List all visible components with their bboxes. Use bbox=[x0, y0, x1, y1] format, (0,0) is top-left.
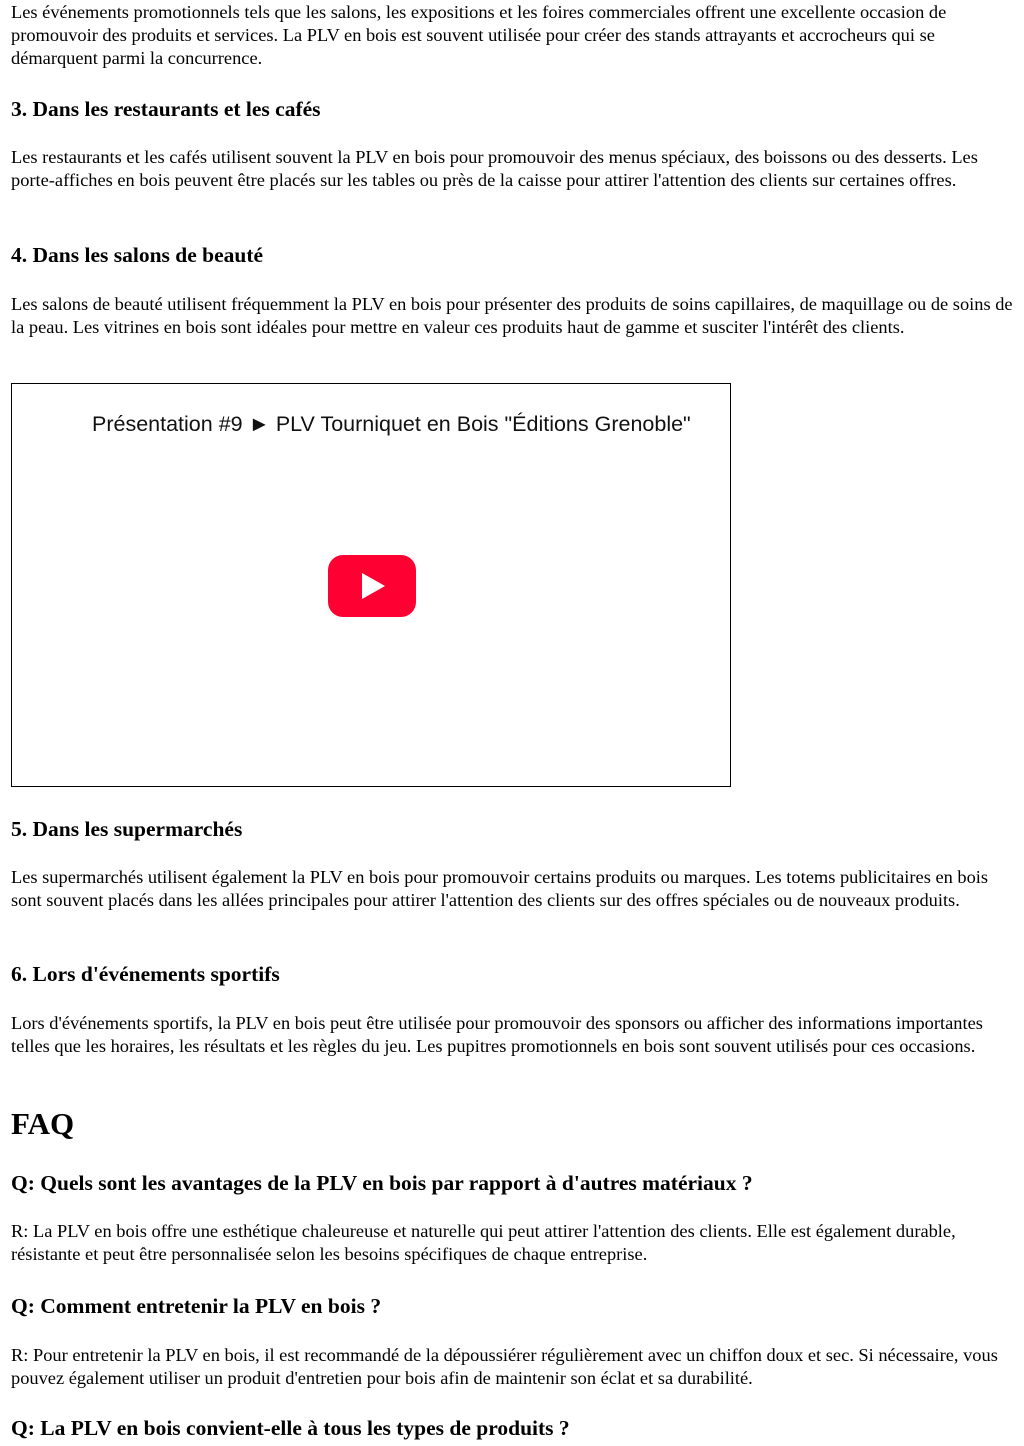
section-heading-sports-events: 6. Lors d'événements sportifs bbox=[11, 962, 280, 986]
faq-answer: R: Pour entretenir la PLV en bois, il est recommandé de la dépoussiérer régulièrement avec un chiffon doux et sec. Si nécessaire, vous pouvez également utiliser un produit d'entretien pour bois afin de maintenir son éclat et sa durabilité. bbox=[11, 1345, 998, 1389]
section-text-supermarkets: Les supermarchés utilisent également la PLV en bois pour promouvoir certains produits ou marques. Les totems publicitaires en bois sont souvent placés dans les allées principales pour attirer l'attention des clients sur des offres spéciales ou de nouveaux produits. bbox=[11, 867, 989, 911]
section-text-beauty-salons: Les salons de beauté utilisent fréquemment la PLV en bois pour présenter des produits de soins capillaires, de maquillage ou de soins de la peau. Les vitrines en bois sont idéales pour mettre en valeur ces produits haut de gamme et susciter l'intérêt des clients. bbox=[11, 294, 1013, 338]
video-title[interactable]: Présentation #9 ► PLV Tourniquet en Bois "Éditions Grenoble" bbox=[92, 412, 691, 436]
faq-question: Q: Comment entretenir la PLV en bois ? bbox=[11, 1294, 382, 1318]
intro-paragraph: Les événements promotionnels tels que les salons, les expositions et les foires commerciales offrent une excellente occasion de promouvoir des produits et services. La PLV en bois est souvent utilisée pour créer des stands attrayants et accrocheurs qui se démarquent parmi la concurrence. bbox=[11, 2, 947, 69]
section-text-sports-events: Lors d'événements sportifs, la PLV en bois peut être utilisée pour promouvoir des sponsors ou afficher des informations importantes telles que les horaires, les résultats et les règles du jeu. Les pupitres promotionnels en bois sont souvent utilisés pour ces occasions. bbox=[11, 1013, 983, 1057]
play-button[interactable] bbox=[328, 555, 416, 617]
section-heading-beauty-salons: 4. Dans les salons de beauté bbox=[11, 243, 264, 267]
faq-question: Q: La PLV en bois convient-elle à tous les types de produits ? bbox=[11, 1416, 570, 1440]
section-text-restaurants: Les restaurants et les cafés utilisent souvent la PLV en bois pour promouvoir des menus spéciaux, des boissons ou des desserts. Les porte-affiches en bois peuvent être placés sur les tables ou près de la caisse pour attirer l'attention des clients sur certaines offres. bbox=[11, 147, 978, 191]
video-embed[interactable] bbox=[11, 383, 731, 787]
section-heading-restaurants: 3. Dans les restaurants et les cafés bbox=[11, 97, 321, 121]
faq-question: Q: Quels sont les avantages de la PLV en bois par rapport à d'autres matériaux ? bbox=[11, 1171, 753, 1195]
section-heading-supermarkets: 5. Dans les supermarchés bbox=[11, 817, 243, 841]
faq-answer: R: La PLV en bois offre une esthétique chaleureuse et naturelle qui peut attirer l'attention des clients. Elle est également durable, résistante et peut être personnalisée selon les besoins spécifiques de chaque entreprise. bbox=[11, 1221, 956, 1265]
faq-title: FAQ bbox=[11, 1106, 75, 1141]
play-icon bbox=[362, 573, 385, 599]
